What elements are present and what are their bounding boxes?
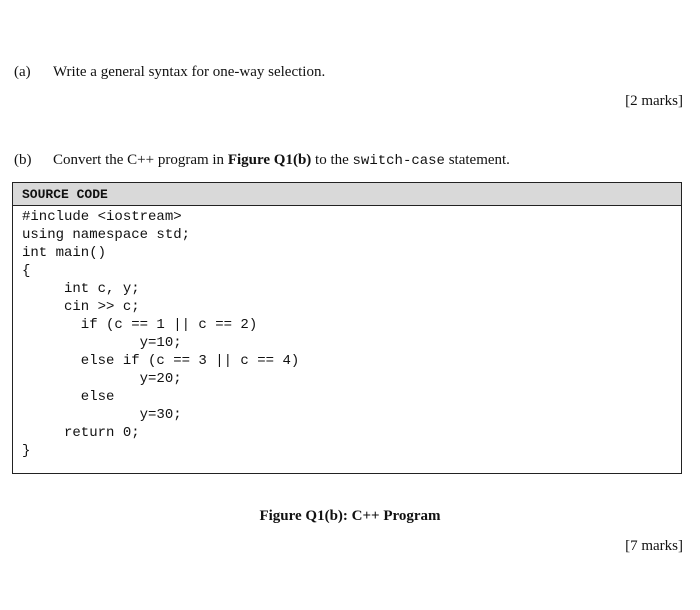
code-line: y=10;: [22, 335, 182, 351]
question-b-text-after: statement.: [444, 152, 510, 168]
switch-case-keyword: switch-case: [352, 153, 445, 169]
question-b-text: [53, 152, 510, 169]
source-code-body: [13, 206, 681, 474]
question-a-text: Write a general syntax for one-way selection.: [53, 64, 326, 80]
question-a-marks: [2 marks]: [625, 93, 683, 109]
question-b-label: (b): [14, 152, 32, 168]
source-code-header: SOURCE CODE: [13, 183, 681, 206]
question-a-label: (a): [14, 64, 31, 80]
code-line: y=20;: [22, 371, 182, 387]
code-line: int c, y;: [22, 281, 140, 297]
code-line: }: [22, 443, 31, 459]
code-line: cin >> c;: [22, 299, 140, 315]
code-line: #include <iostream>: [22, 209, 182, 225]
code-line: else: [22, 389, 115, 405]
code-line: return 0;: [22, 425, 140, 441]
question-b-text-before: Convert the C++ program in: [53, 152, 228, 168]
question-b-text-middle: to the: [311, 152, 353, 168]
code-line: if (c == 1 || c == 2): [22, 317, 258, 333]
code-line: else if (c == 3 || c == 4): [22, 353, 300, 369]
figure-reference: Figure Q1(b): [227, 152, 312, 168]
code-line: using namespace std;: [22, 227, 191, 243]
figure-caption: Figure Q1(b): C++ Program: [259, 508, 441, 524]
code-line: {: [22, 263, 31, 279]
source-code-box: [12, 182, 682, 474]
question-b-marks: [7 marks]: [625, 538, 683, 554]
code-line: y=30;: [22, 407, 182, 423]
code-line: int main(): [22, 245, 107, 261]
